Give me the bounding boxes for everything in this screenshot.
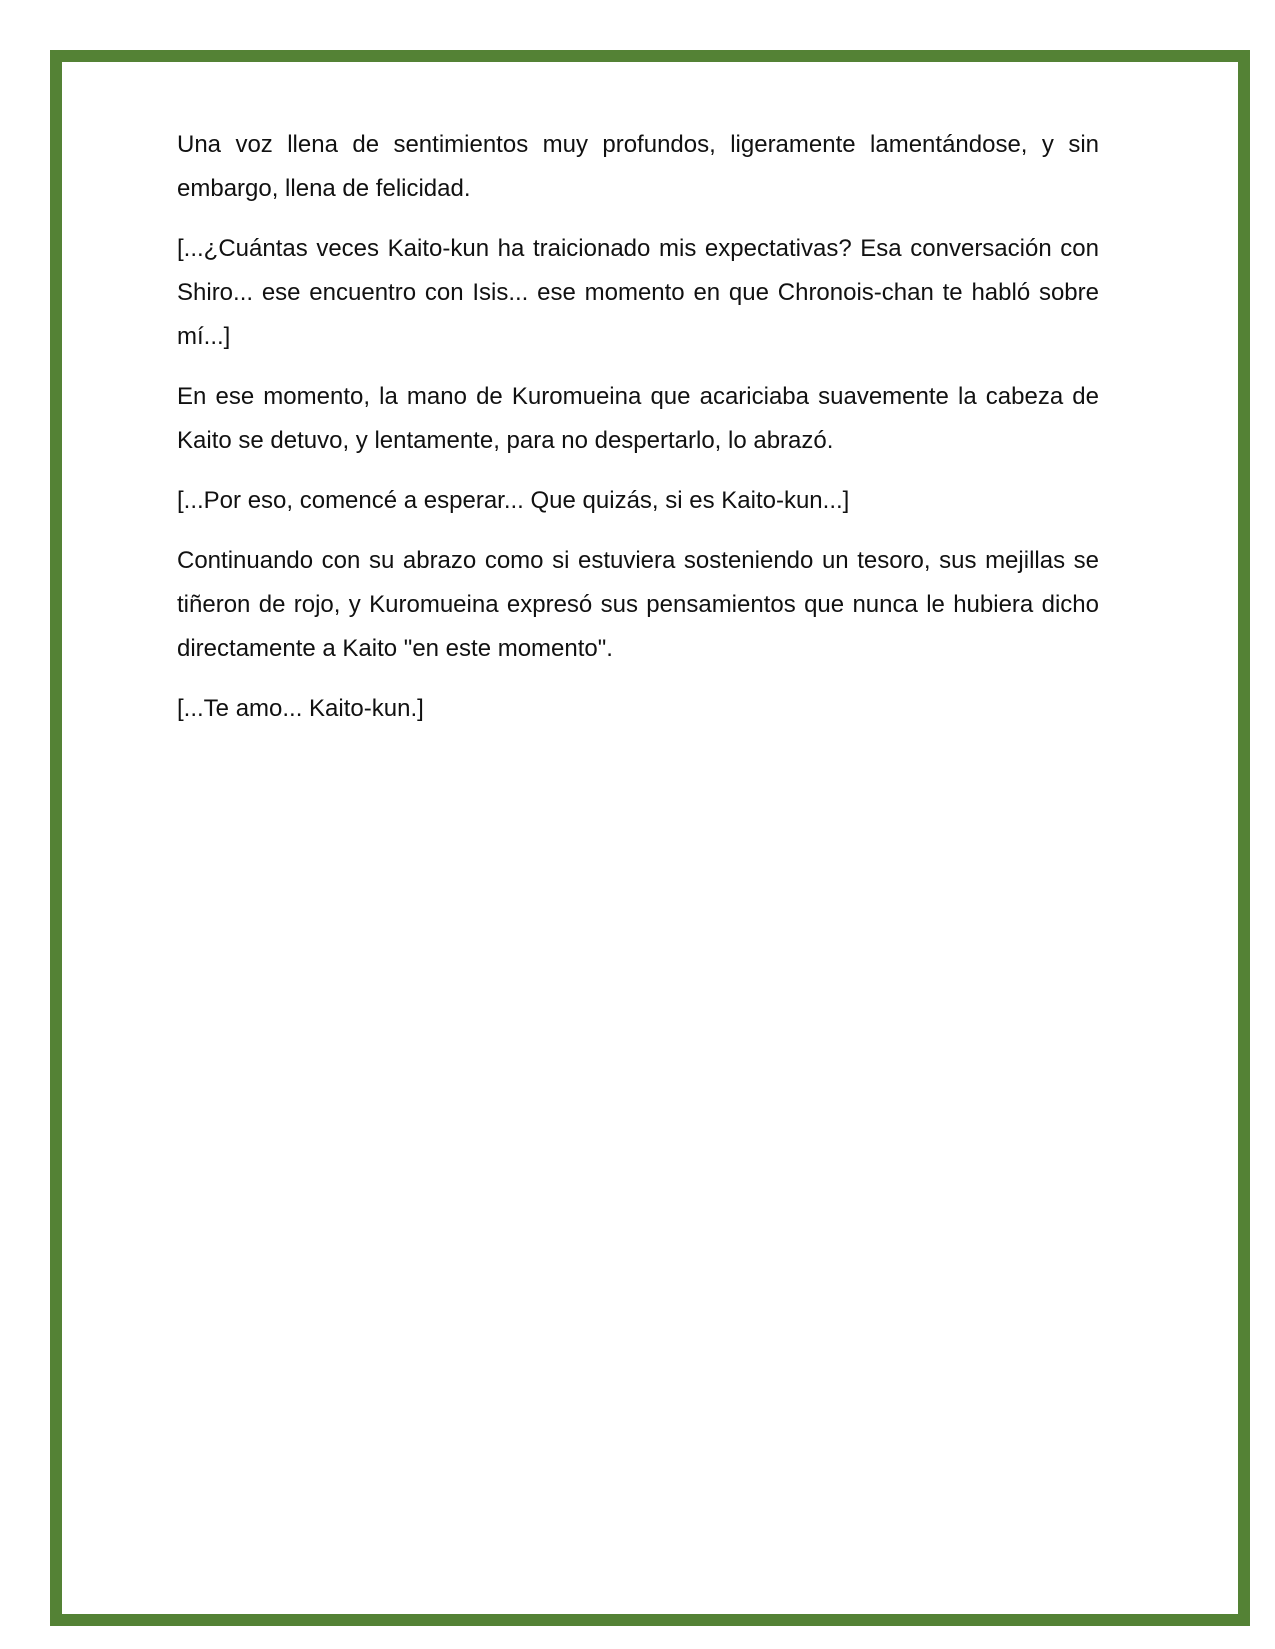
paragraph-2: [...¿Cuántas veces Kaito-kun ha traicionado mis expectativas? Esa conversación con Shiro... ese encuentro con Isis... ese momento en que Chronois-chan te habló sobre mí...]: [177, 235, 1099, 350]
paragraph-1: Una voz llena de sentimientos muy profundos, ligeramente lamentándose, y sin embargo, llena de felicidad.: [177, 131, 1099, 202]
document-body: [177, 123, 1099, 747]
paragraph-6: [...Te amo... Kaito-kun.]: [177, 695, 424, 722]
paragraph-3: En ese momento, la mano de Kuromueina que acariciaba suavemente la cabeza de Kaito se detuvo, y lentamente, para no despertarlo, lo abrazó.: [177, 383, 1099, 454]
paragraph-4: [...Por eso, comencé a esperar... Que quizás, si es Kaito-kun...]: [177, 487, 850, 514]
paragraph-5: Continuando con su abrazo como si estuviera sosteniendo un tesoro, sus mejillas se tiñeron de rojo, y Kuromueina expresó sus pensamientos que nunca le hubiera dicho directamente a Kaito "en este momento".: [177, 547, 1099, 662]
